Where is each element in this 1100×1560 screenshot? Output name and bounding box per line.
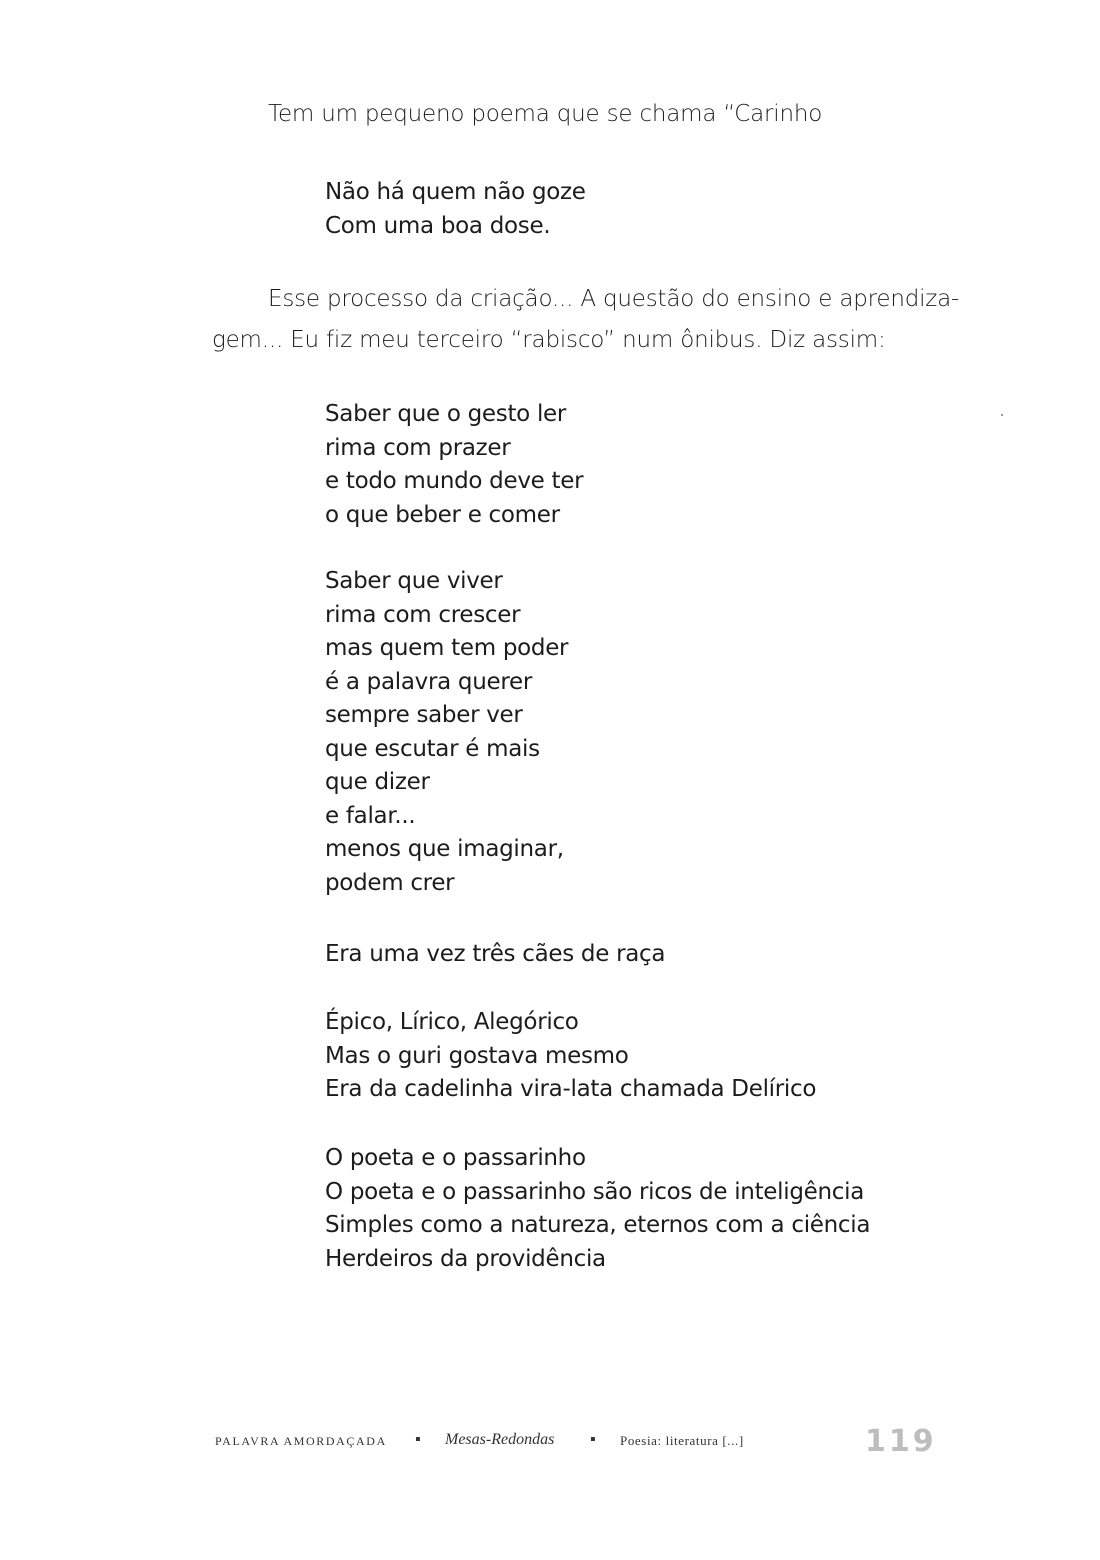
footer-separator: ▪ [590,1431,596,1448]
poem-line: o que beber e comer [325,501,560,528]
paragraph [212,279,960,361]
poem-line: mas quem tem poder [325,635,569,661]
paragraph-line: Esse processo da criação... A questão do ensino e aprendiza- [268,286,960,312]
poem-line: Era uma vez três cães de raça [325,941,666,967]
poem-caes [325,1006,816,1107]
poem-line: Simples como a natureza, eternos com a ciência [325,1212,871,1238]
footer-book-title: PALAVRA AMORDAÇADA [215,1434,387,1448]
poem-carinho [325,176,586,243]
poem-line: é a palavra querer [325,668,533,695]
paragraph-line: gem... Eu fiz meu terceiro “rabisco” num ônibus. Diz assim: [212,327,886,353]
poem-line: Saber que viver [325,568,503,594]
poem-line: sempre saber ver [325,702,523,728]
poem-line: Herdeiros da providência [325,1245,606,1272]
page-footer [215,1424,937,1459]
poem-saber-stanza-1 [325,398,583,532]
poem-line: O poeta e o passarinho são ricos de inteligência [325,1178,864,1205]
poem-line: que dizer [325,769,430,795]
poem-line: O poeta e o passarinho [325,1145,586,1171]
poem-line: rima com crescer [325,601,521,628]
footer-separator: ▪ [415,1431,421,1448]
scan-speck [1001,414,1003,416]
poem-line: que escutar é mais [325,735,540,762]
poem-line: podem crer [325,869,455,896]
poem-line: rima com prazer [325,434,511,461]
poem-caes-title [325,938,665,972]
poem-line: Mas o guri gostava mesmo [325,1042,629,1069]
poem-line: Com uma boa dose. [325,212,551,239]
page-number: 119 [865,1424,937,1459]
poem-line: Não há quem não goze [325,179,586,205]
poem-line: menos que imaginar, [325,836,564,862]
footer-series: Mesas-Redondas [445,1431,555,1448]
poem-poeta [325,1142,870,1276]
poem-line: Épico, Lírico, Alegórico [325,1009,579,1035]
intro-line: Tem um pequeno poema que se chama “Carinho [268,101,823,127]
footer-section: Poesia: literatura [...] [620,1433,744,1448]
poem-saber-stanza-2 [325,565,568,900]
poem-line: e todo mundo deve ter [325,468,584,494]
poem-line: e falar... [325,802,416,829]
poem-line: Saber que o gesto ler [325,401,567,427]
poem-line: Era da cadelinha vira-lata chamada Delírico [325,1076,817,1102]
